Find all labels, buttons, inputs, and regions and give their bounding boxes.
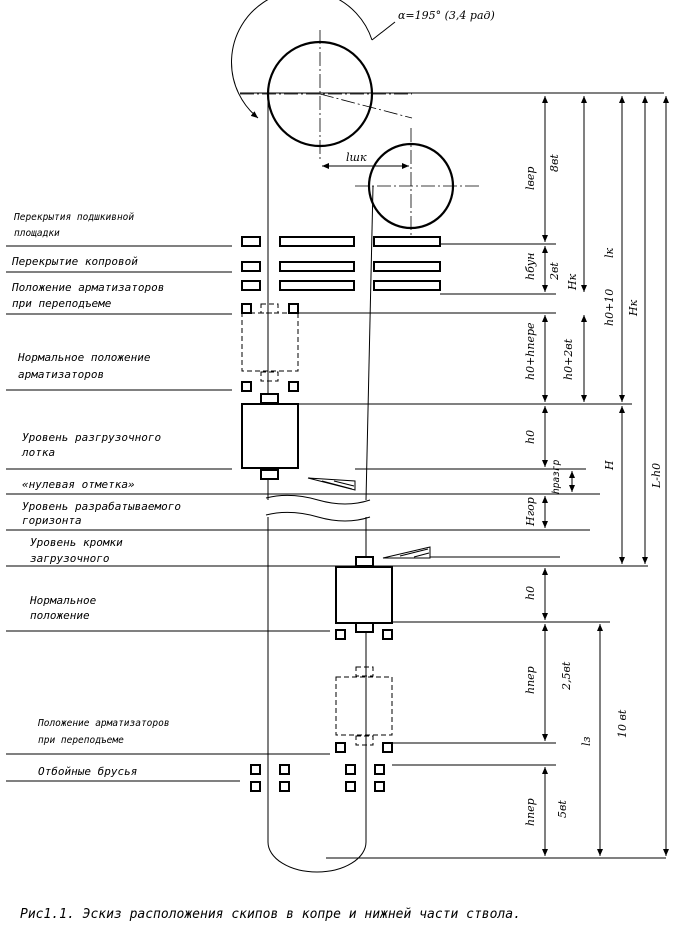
label-arm-normal-2: арматизаторов [18,368,105,381]
wrap-angle-arc [232,0,395,118]
label-horizon-2: горизонта [22,514,82,527]
label-bunker-floor: Перекрытие копровой [12,255,138,268]
wrap-angle-label: α=195° (3,4 рад) [398,9,495,22]
dim-5bt: 5вt [556,800,569,818]
upper-skip-overlift [242,304,298,391]
dim-hk: Hк [566,273,579,290]
dim-2bt: 2вt [548,262,561,280]
dim-h-big: H [603,460,616,470]
dim-h-per-2: hпер [524,798,537,826]
dim-8bt: 8вt [548,154,561,172]
unload-chute [308,478,355,490]
label-zero-mark: «нулевая отметка» [22,478,135,491]
dim-lz: lз [580,736,593,746]
sheave-distance-label: lшк [346,151,367,164]
dim-h-per: hпер [524,666,537,694]
dim-h0-b: h0 [524,585,537,600]
upper-skip [242,394,298,479]
label-buffer: Отбойные брусья [38,765,138,778]
dim-hk-2: Hк [627,299,640,316]
dim-10bt: 10 вt [616,709,629,738]
label-unload-1: Уровень разгрузочного [22,431,162,444]
lower-sheave [320,94,480,240]
right-extension-lines [240,93,666,858]
dim-h0-10: h0+10 [603,288,616,326]
dim-l-h0: L-h0 [650,462,663,488]
dim-lk: lк [603,247,616,258]
shaft-outline [266,94,373,872]
dim-h-bun: hбун [524,252,537,280]
dim-l-ver: lвер [524,166,537,190]
dim-h-gor: Hгор [524,497,537,526]
level-lines [6,246,648,781]
label-arm-over-1: Положение арматизаторов [12,281,165,294]
dimension-lines [545,96,666,856]
dim-h0-a: h0 [524,429,537,444]
label-load-edge-1: Уровень кромки [30,536,123,549]
dim-h0-2bt: h0+2вt [562,338,575,380]
lower-skip [336,557,392,639]
label-arm-normal-1: Нормальное положение [18,351,151,364]
label-platform-floor-1: Перекрытия подшкивной [14,212,135,223]
load-chute [383,547,430,558]
buffer-beams [251,765,384,791]
label-load-edge-2: загрузочного [30,552,110,565]
lower-skip-overlift [336,667,392,752]
figure-caption: Рис1.1. Эскиз расположения скипов в копре и нижней части ствола. [20,907,521,922]
label-normal-2: положение [30,609,90,622]
upper-sheave [240,30,412,160]
label-unload-2: лотка [22,446,56,459]
label-horizon-1: Уровень разрабатываемого [22,500,181,513]
label-arm-lower-2: при переподъеме [38,735,124,746]
dim-h-razg: hразгр [551,459,562,494]
label-arm-lower-1: Положение арматизаторов [38,718,170,729]
label-normal-1: Нормальное [30,594,97,607]
label-platform-floor-2: площадки [14,228,60,239]
dim-h0-hpere: h0+hпере [524,322,537,380]
dim-2-5bt: 2,5вt [560,661,573,690]
label-arm-over-2: при переподъеме [12,297,112,310]
upper-floor-bars [242,237,440,290]
